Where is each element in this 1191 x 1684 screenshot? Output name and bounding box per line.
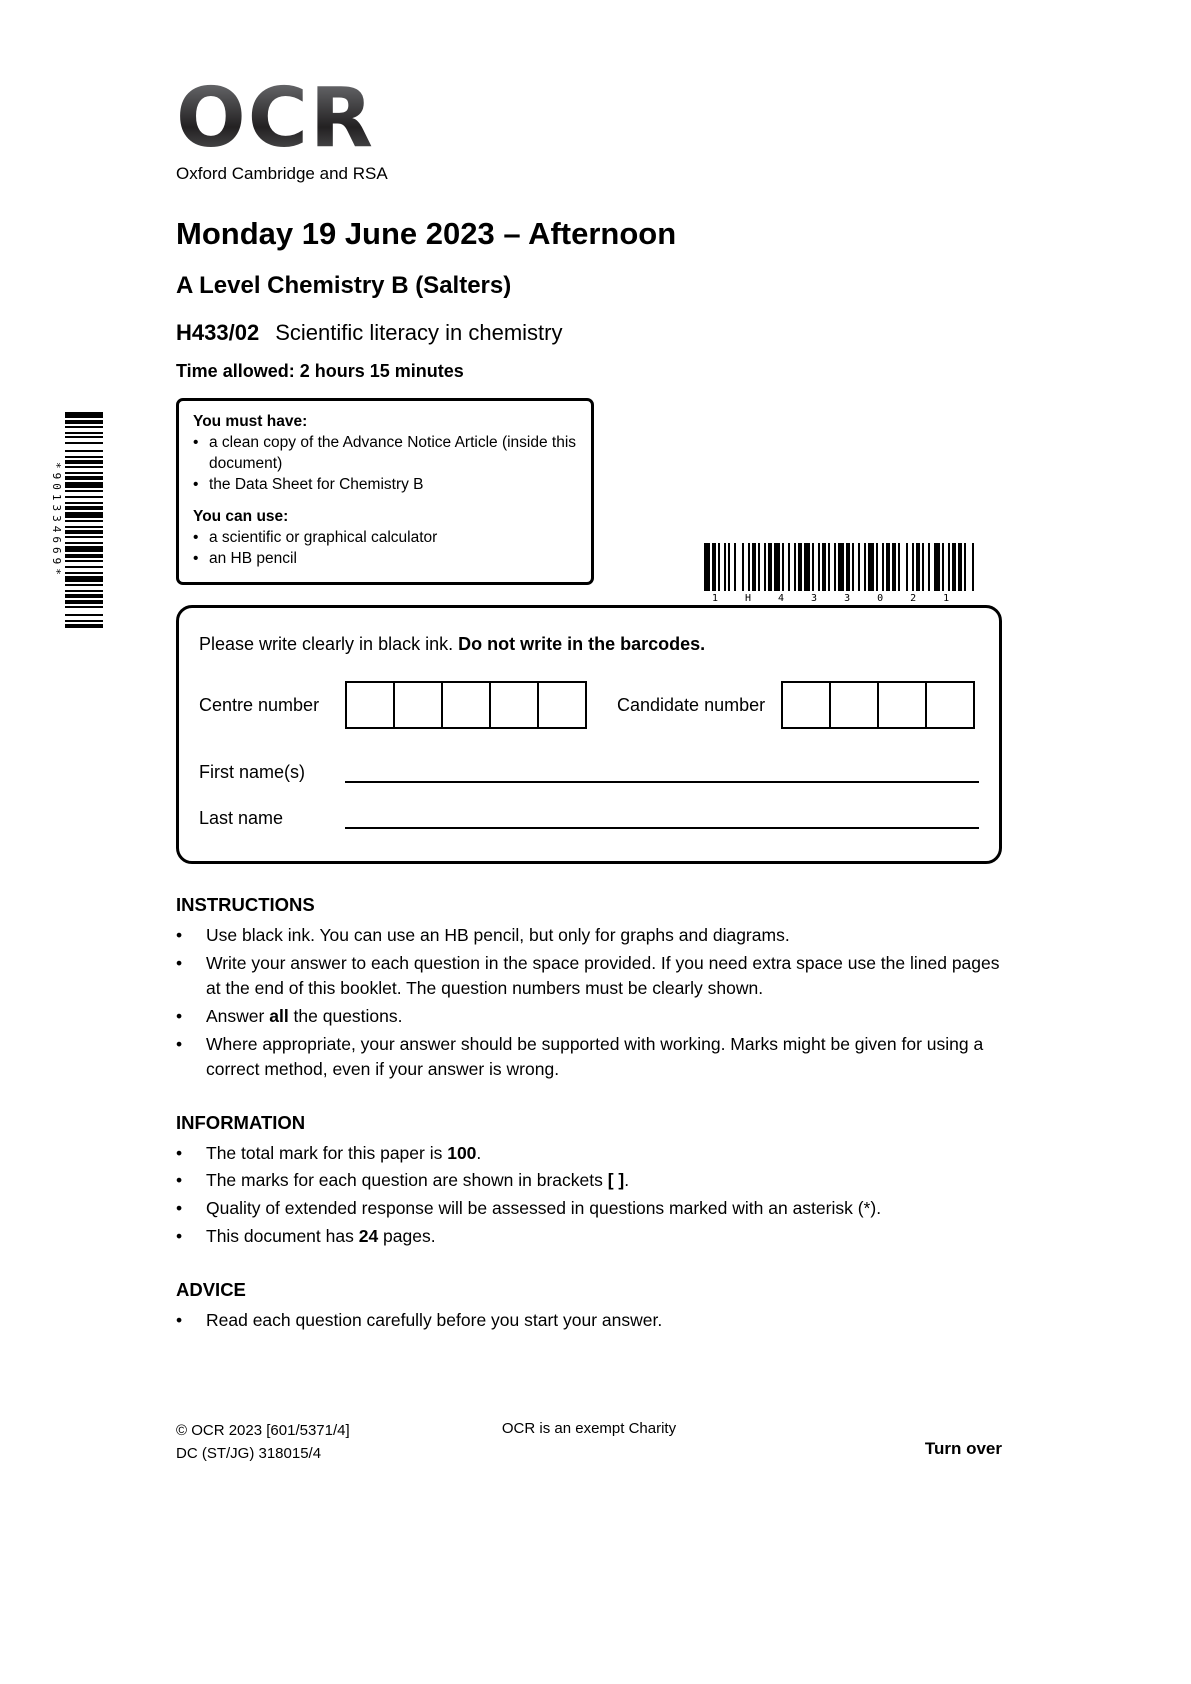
ink-instruction-bold: Do not write in the barcodes. <box>458 634 706 655</box>
bullet-icon <box>176 1032 206 1082</box>
first-name-input-line[interactable] <box>345 761 979 783</box>
bullet-icon <box>176 1168 206 1193</box>
information-text: The marks for each question are shown in brackets [ ]. <box>206 1170 630 1191</box>
logo-tagline: Oxford Cambridge and RSA <box>176 164 388 183</box>
information-text: Quality of extended response will be assessed in questions marked with an asterisk (*). <box>206 1198 882 1219</box>
materials-box <box>176 398 594 585</box>
candidate-number-cells <box>781 681 975 729</box>
candidate-number-label: Candidate number <box>617 694 766 715</box>
centre-number-cell[interactable] <box>441 681 491 729</box>
bullet-icon <box>176 951 206 1001</box>
list-item <box>176 1032 1002 1082</box>
list-item <box>193 433 577 475</box>
candidate-number-cell[interactable] <box>829 681 879 729</box>
last-name-input-line[interactable] <box>345 807 979 829</box>
list-item <box>176 923 1002 948</box>
bullet-icon <box>193 528 209 549</box>
turn-over-label: Turn over <box>924 1439 1002 1458</box>
bullet-icon <box>193 475 209 496</box>
instruction-text: Answer all the questions. <box>206 1005 403 1026</box>
qualification-title: A Level Chemistry B (Salters) <box>176 272 512 299</box>
first-name-row <box>199 761 979 783</box>
bullet-icon <box>176 1308 206 1333</box>
bullet-icon <box>176 1196 206 1221</box>
page-title: Monday 19 June 2023 – Afternoon <box>176 216 677 251</box>
information-text: This document has 24 pages. <box>206 1226 436 1247</box>
list-item <box>176 1224 1002 1249</box>
centre-number-cell[interactable] <box>489 681 539 729</box>
bullet-icon <box>176 1004 206 1029</box>
paper-line <box>176 320 1002 346</box>
list-item <box>193 475 577 496</box>
list-item <box>176 1196 1002 1221</box>
list-item <box>176 951 1002 1001</box>
horizontal-barcode-text: 1H433021 <box>712 593 977 604</box>
advice-text: Read each question carefully before you start your answer. <box>206 1309 663 1330</box>
last-name-label: Last name <box>199 808 284 829</box>
ink-instruction <box>199 634 979 655</box>
copyright-line: © OCR 2023 [601/5371/4] <box>176 1422 350 1439</box>
number-row <box>199 681 979 729</box>
list-item <box>176 1141 1002 1166</box>
centre-number-cell[interactable] <box>393 681 443 729</box>
must-have-item: the Data Sheet for Chemistry B <box>209 475 424 493</box>
list-item <box>176 1308 1002 1333</box>
must-have-label: You must have: <box>193 413 308 430</box>
candidate-details-box <box>176 605 1002 864</box>
ink-instruction-regular: Please write clearly in black ink. <box>199 634 459 655</box>
instructions-section <box>176 894 1002 1081</box>
bullet-icon <box>176 1141 206 1166</box>
centre-number-cell[interactable] <box>537 681 587 729</box>
centre-number-cells <box>345 681 587 729</box>
first-name-label: First name(s) <box>199 762 306 783</box>
advice-heading: ADVICE <box>176 1278 246 1300</box>
vertical-barcode <box>48 412 103 628</box>
candidate-number-cell[interactable] <box>781 681 831 729</box>
can-use-item: an HB pencil <box>209 549 297 567</box>
centre-number-label: Centre number <box>199 694 320 715</box>
must-have-item: a clean copy of the Advance Notice Article (inside this document) <box>209 433 577 472</box>
information-heading: INFORMATION <box>176 1111 306 1133</box>
candidate-number-cell[interactable] <box>877 681 927 729</box>
list-item <box>193 528 577 549</box>
last-name-row <box>199 807 979 829</box>
charity-note: OCR is an exempt Charity <box>501 1420 677 1437</box>
dc-code-line: DC (ST/JG) 318015/4 <box>176 1444 322 1462</box>
list-item <box>176 1004 1002 1029</box>
bullet-icon <box>176 923 206 948</box>
list-item <box>193 549 577 570</box>
information-text: The total mark for this paper is 100. <box>206 1142 482 1163</box>
instruction-text: Where appropriate, your answer should be supported with working. Marks might be given for using a correct method, even if your answer is wrong. <box>206 1033 984 1079</box>
paper-code: H433/02 <box>176 320 260 345</box>
list-item <box>176 1168 1002 1193</box>
instruction-text: Use black ink. You can use an HB pencil, but only for graphs and diagrams. <box>206 925 790 946</box>
vertical-barcode-bars <box>65 412 103 628</box>
can-use-item: a scientific or graphical calculator <box>209 528 438 546</box>
time-allowed: Time allowed: 2 hours 15 minutes <box>176 361 464 381</box>
advice-section <box>176 1279 1002 1333</box>
ocr-logo: OCR <box>176 71 376 166</box>
centre-number-cell[interactable] <box>345 681 395 729</box>
vertical-barcode-text: *901334669* <box>50 461 63 579</box>
can-use-label: You can use: <box>193 507 289 525</box>
paper-name: Scientific literacy in chemistry <box>275 320 563 345</box>
bullet-icon <box>193 433 209 475</box>
candidate-number-cell[interactable] <box>925 681 975 729</box>
logo-block <box>176 71 1002 184</box>
page-footer <box>176 1420 1002 1465</box>
bullet-icon <box>193 549 209 570</box>
instructions-heading: INSTRUCTIONS <box>176 894 315 916</box>
instruction-text: Write your answer to each question in the space provided. If you need extra space use the lined pages at the end of this booklet. The question numbers must be clearly shown. <box>206 953 1000 999</box>
information-section <box>176 1112 1002 1249</box>
bullet-icon <box>176 1224 206 1249</box>
